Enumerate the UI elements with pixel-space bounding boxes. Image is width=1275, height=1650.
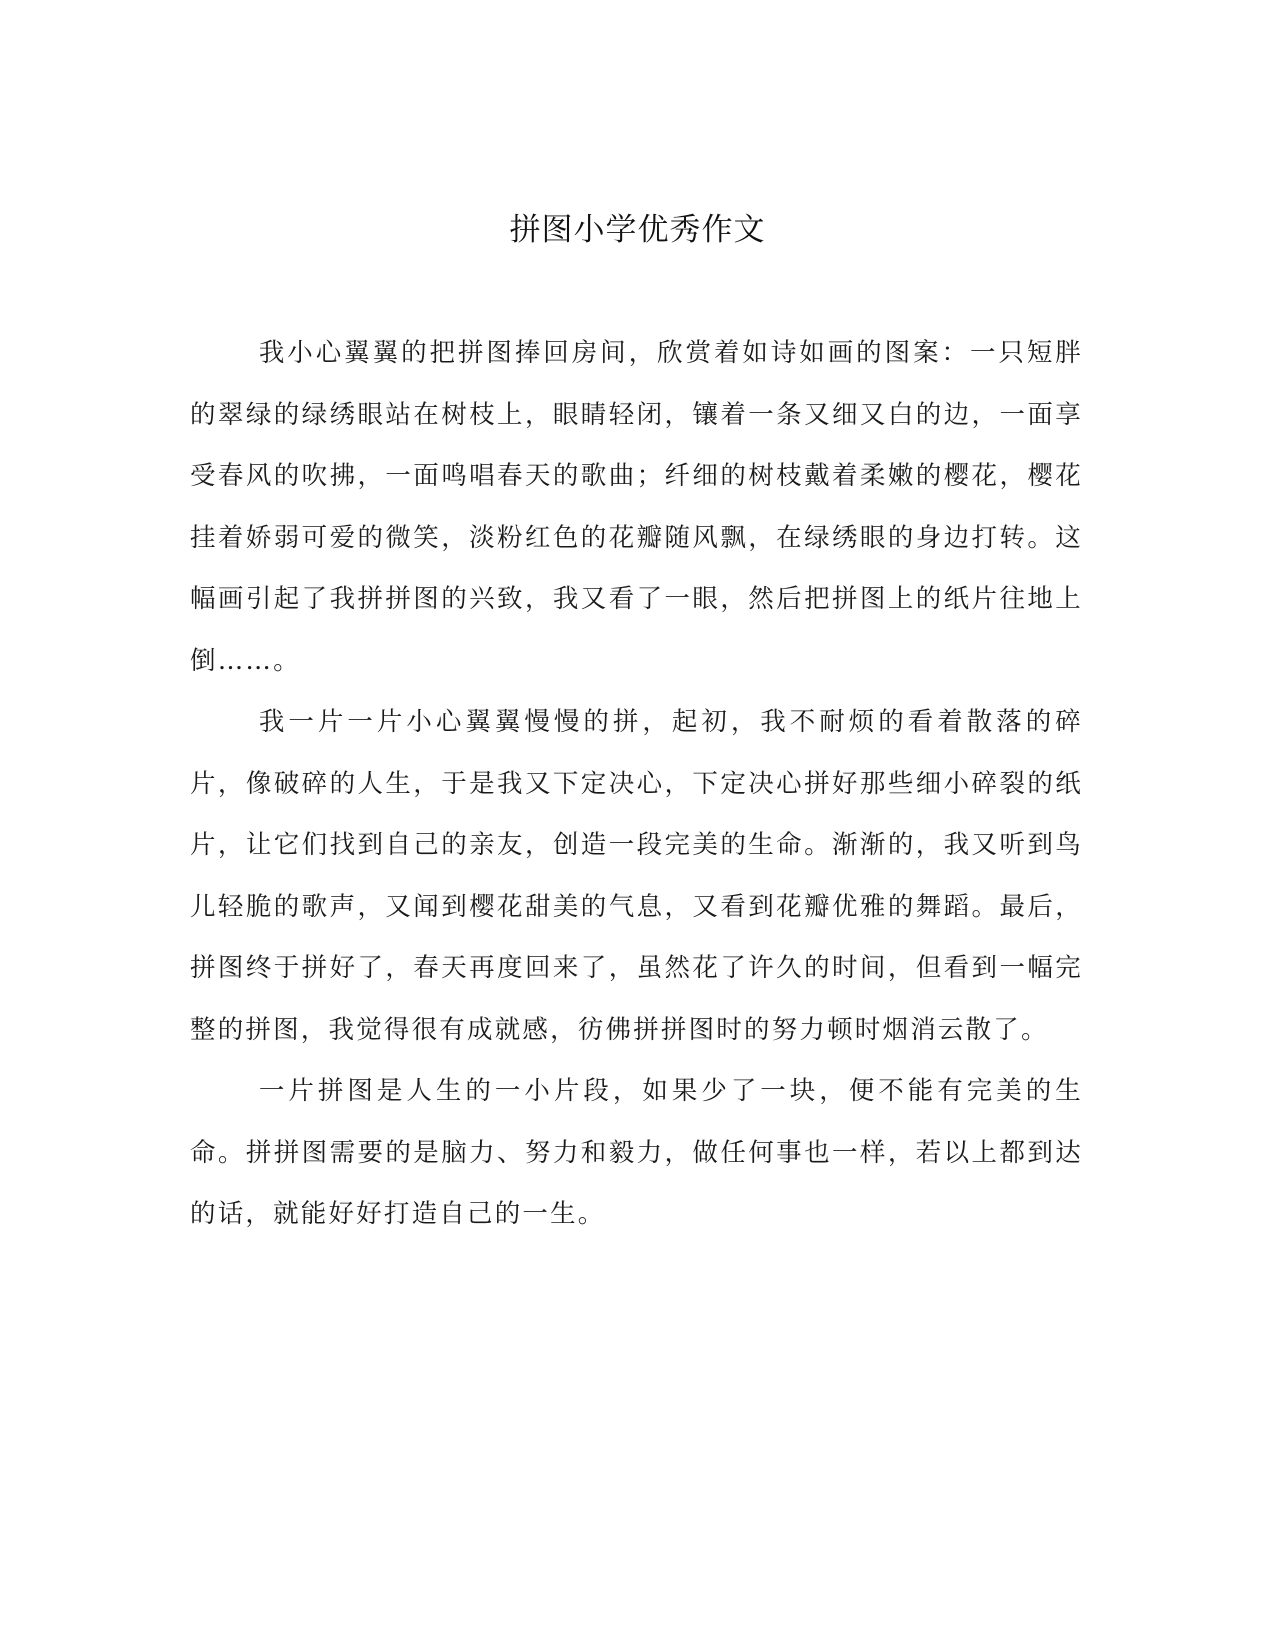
document-title: 拼图小学优秀作文	[509, 212, 766, 248]
paragraph-1: 我小心翼翼的把拼图捧回房间，欣赏着如诗如画的图案：一只短胖的翠绿的绿绣眼站在树枝上，眼睛轻闭，镶着一条又细又白的边，一面享受春风的吹拂，一面鸣唱春天的歌曲；纤细的树枝戴着柔嫩的樱花，樱花挂着娇弱可爱的微笑，淡粉红色的花瓣随风飘，在绿绣眼的身边打转。这幅画引起了我拼拼图的兴致，我又看了一眼，然后把拼图上的纸片往地上倒……。	[190, 338, 1083, 676]
document-body	[190, 323, 1083, 1246]
paragraph-3: 一片拼图是人生的一小片段，如果少了一块，便不能有完美的生命。拼拼图需要的是脑力、努力和毅力，做任何事也一样，若以上都到达的话，就能好好打造自己的一生。	[190, 1076, 1083, 1229]
paragraph-2: 我一片一片小心翼翼慢慢的拼，起初，我不耐烦的看着散落的碎片，像破碎的人生，于是我又下定决心，下定决心拼好那些细小碎裂的纸片，让它们找到自己的亲友，创造一段完美的生命。渐渐的，我又听到鸟儿轻脆的歌声，又闻到樱花甜美的气息，又看到花瓣优雅的舞蹈。最后，拼图终于拼好了，春天再度回来了，虽然花了许久的时间，但看到一幅完整的拼图，我觉得很有成就感，彷佛拼拼图时的努力顿时烟消云散了。	[190, 707, 1083, 1045]
